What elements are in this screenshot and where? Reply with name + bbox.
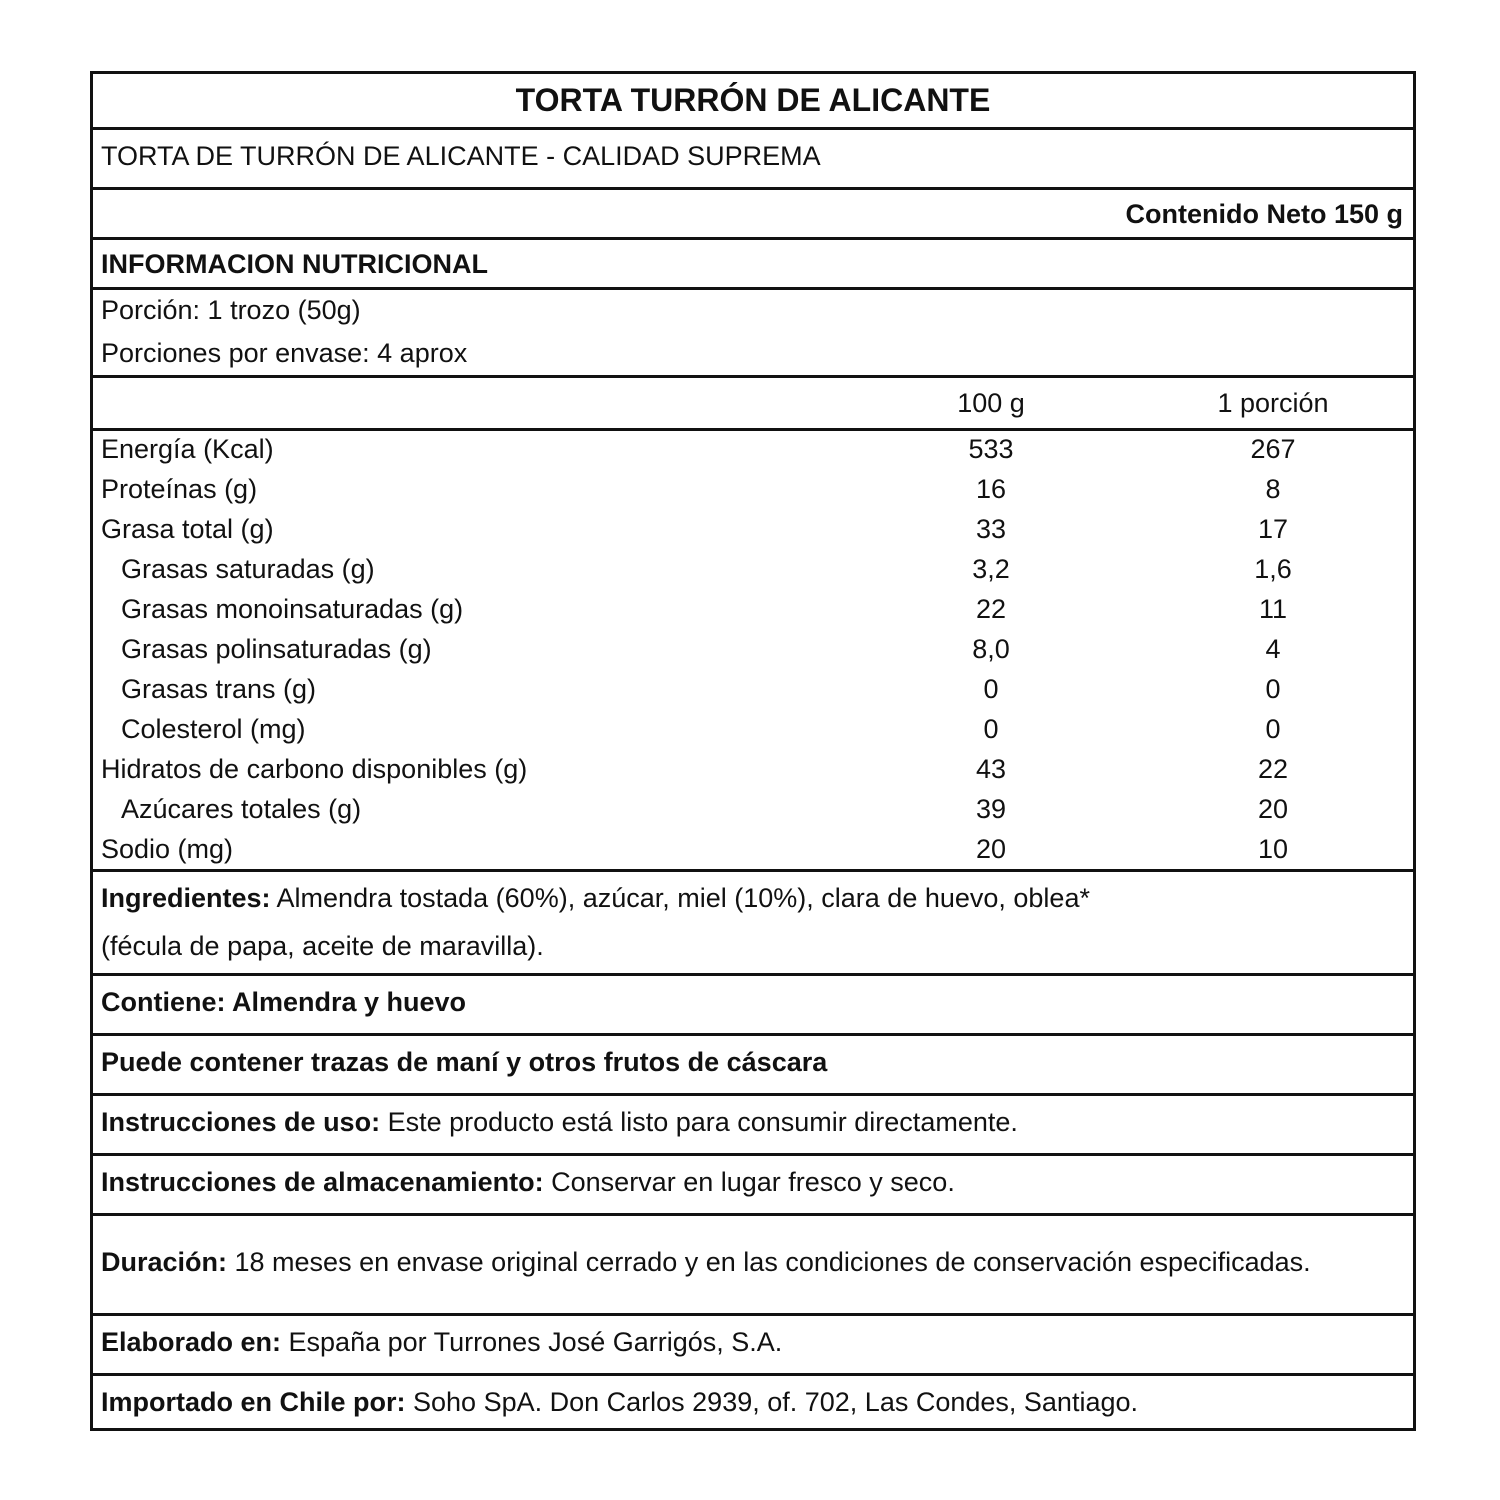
allergen-may-contain: Puede contener trazas de maní y otros frutos de cáscara [101,1047,828,1077]
nutrient-value-portion: 22 [1257,754,1289,784]
nutrient-value-100g: 0 [983,674,999,704]
nutrition-heading: INFORMACION NUTRICIONAL [101,249,488,279]
nutrient-value-100g: 20 [975,834,1007,864]
subtitle-row [93,127,1413,187]
nutrient-label: Grasas polinsaturadas (g) [121,634,432,664]
nutrient-label: Proteínas (g) [101,474,258,504]
nutrient-row [93,433,1413,473]
nutrient-row [93,473,1413,513]
importer-label: Importado en Chile por: [101,1387,406,1417]
nutrient-value-100g: 3,2 [972,554,1010,584]
storage-instructions [101,1166,955,1198]
column-header-portion: 1 porción [1217,388,1329,418]
nutrient-row [93,713,1413,753]
nutrient-value-100g: 43 [975,754,1007,784]
storage-text: Conservar en lugar fresco y seco. [543,1167,955,1197]
importer-text: Soho SpA. Don Carlos 2939, of. 702, Las Condes, Santiago. [405,1387,1138,1417]
duration-text: 18 meses en envase original cerrado y en las condiciones de conservación especificadas. [227,1247,1311,1277]
net-content-row [93,187,1413,237]
nutrient-row [93,793,1413,833]
nutrient-row [93,633,1413,673]
usage-row [93,1093,1413,1153]
net-content: Contenido Neto 150 g [1125,199,1403,229]
duration-row [93,1213,1413,1313]
column-header-100g: 100 g [957,388,1025,418]
nutrient-value-portion: 0 [1265,714,1281,744]
ingredients-line-1 [101,882,1090,914]
shelf-life [101,1246,1311,1278]
manufacturer [101,1326,782,1358]
duration-label: Duración: [101,1247,228,1277]
nutrition-label [90,71,1416,1431]
nutrient-value-100g: 33 [975,514,1007,544]
nutrient-value-100g: 39 [975,794,1007,824]
nutrient-row [93,673,1413,713]
made-in-text: España por Turrones José Garrigós, S.A. [281,1327,783,1357]
made-in-label: Elaborado en: [101,1327,282,1357]
contains-row [93,973,1413,1033]
nutrient-label: Energía (Kcal) [101,434,274,464]
nutrient-value-portion: 4 [1265,634,1281,664]
nutrient-value-100g: 0 [983,714,999,744]
nutrient-label: Hidratos de carbono disponibles (g) [101,754,528,784]
title-row [93,74,1413,127]
nutrient-label: Azúcares totales (g) [121,794,362,824]
ingredients-row [93,869,1413,973]
storage-row [93,1153,1413,1213]
nutrient-value-100g: 16 [975,474,1007,504]
may-contain-row [93,1033,1413,1093]
nutrition-table [93,428,1413,869]
ingredients-label: Ingredientes: [101,883,271,913]
usage-text: Este producto está listo para consumir directamente. [380,1107,1018,1137]
product-subtitle: TORTA DE TURRÓN DE ALICANTE - CALIDAD SUPREMA [101,141,821,171]
nutrient-value-portion: 8 [1265,474,1281,504]
nutrient-label: Sodio (mg) [101,834,234,864]
ingredients-text-1: Almendra tostada (60%), azúcar, miel (10%), clara de huevo, oblea* [270,883,1090,913]
nutrition-heading-row [93,237,1413,287]
usage-label: Instrucciones de uso: [101,1107,381,1137]
nutrient-value-100g: 533 [968,434,1014,464]
portion-row [93,287,1413,375]
nutrient-row [93,753,1413,793]
nutrient-value-portion: 10 [1257,834,1289,864]
nutrient-row [93,553,1413,593]
nutrient-row [93,833,1413,873]
nutrient-value-100g: 22 [975,594,1007,624]
ingredients-line-2: (fécula de papa, aceite de maravilla). [101,931,544,961]
nutrient-label: Grasas saturadas (g) [121,554,375,584]
nutrient-value-portion: 267 [1250,434,1296,464]
nutrient-row [93,513,1413,553]
nutrient-label: Colesterol (mg) [121,714,306,744]
allergen-contains: Contiene: Almendra y huevo [101,987,467,1017]
nutrient-label: Grasas trans (g) [121,674,317,704]
usage-instructions [101,1106,1018,1138]
column-header-row [93,375,1413,428]
storage-label: Instrucciones de almacenamiento: [101,1167,544,1197]
nutrient-value-portion: 0 [1265,674,1281,704]
portions-per-pack: Porciones por envase: 4 aprox [101,338,468,368]
nutrient-value-portion: 17 [1257,514,1289,544]
importer [101,1386,1138,1418]
nutrient-value-portion: 20 [1257,794,1289,824]
made-in-row [93,1313,1413,1373]
nutrient-row [93,593,1413,633]
nutrient-label: Grasa total (g) [101,514,274,544]
nutrient-value-100g: 8,0 [972,634,1010,664]
portion-size: Porción: 1 trozo (50g) [101,295,361,325]
importer-row [93,1373,1413,1428]
nutrient-label: Grasas monoinsaturadas (g) [121,594,464,624]
nutrient-value-portion: 11 [1258,594,1288,624]
product-title: TORTA TURRÓN DE ALICANTE [515,82,991,118]
nutrient-value-portion: 1,6 [1254,554,1292,584]
